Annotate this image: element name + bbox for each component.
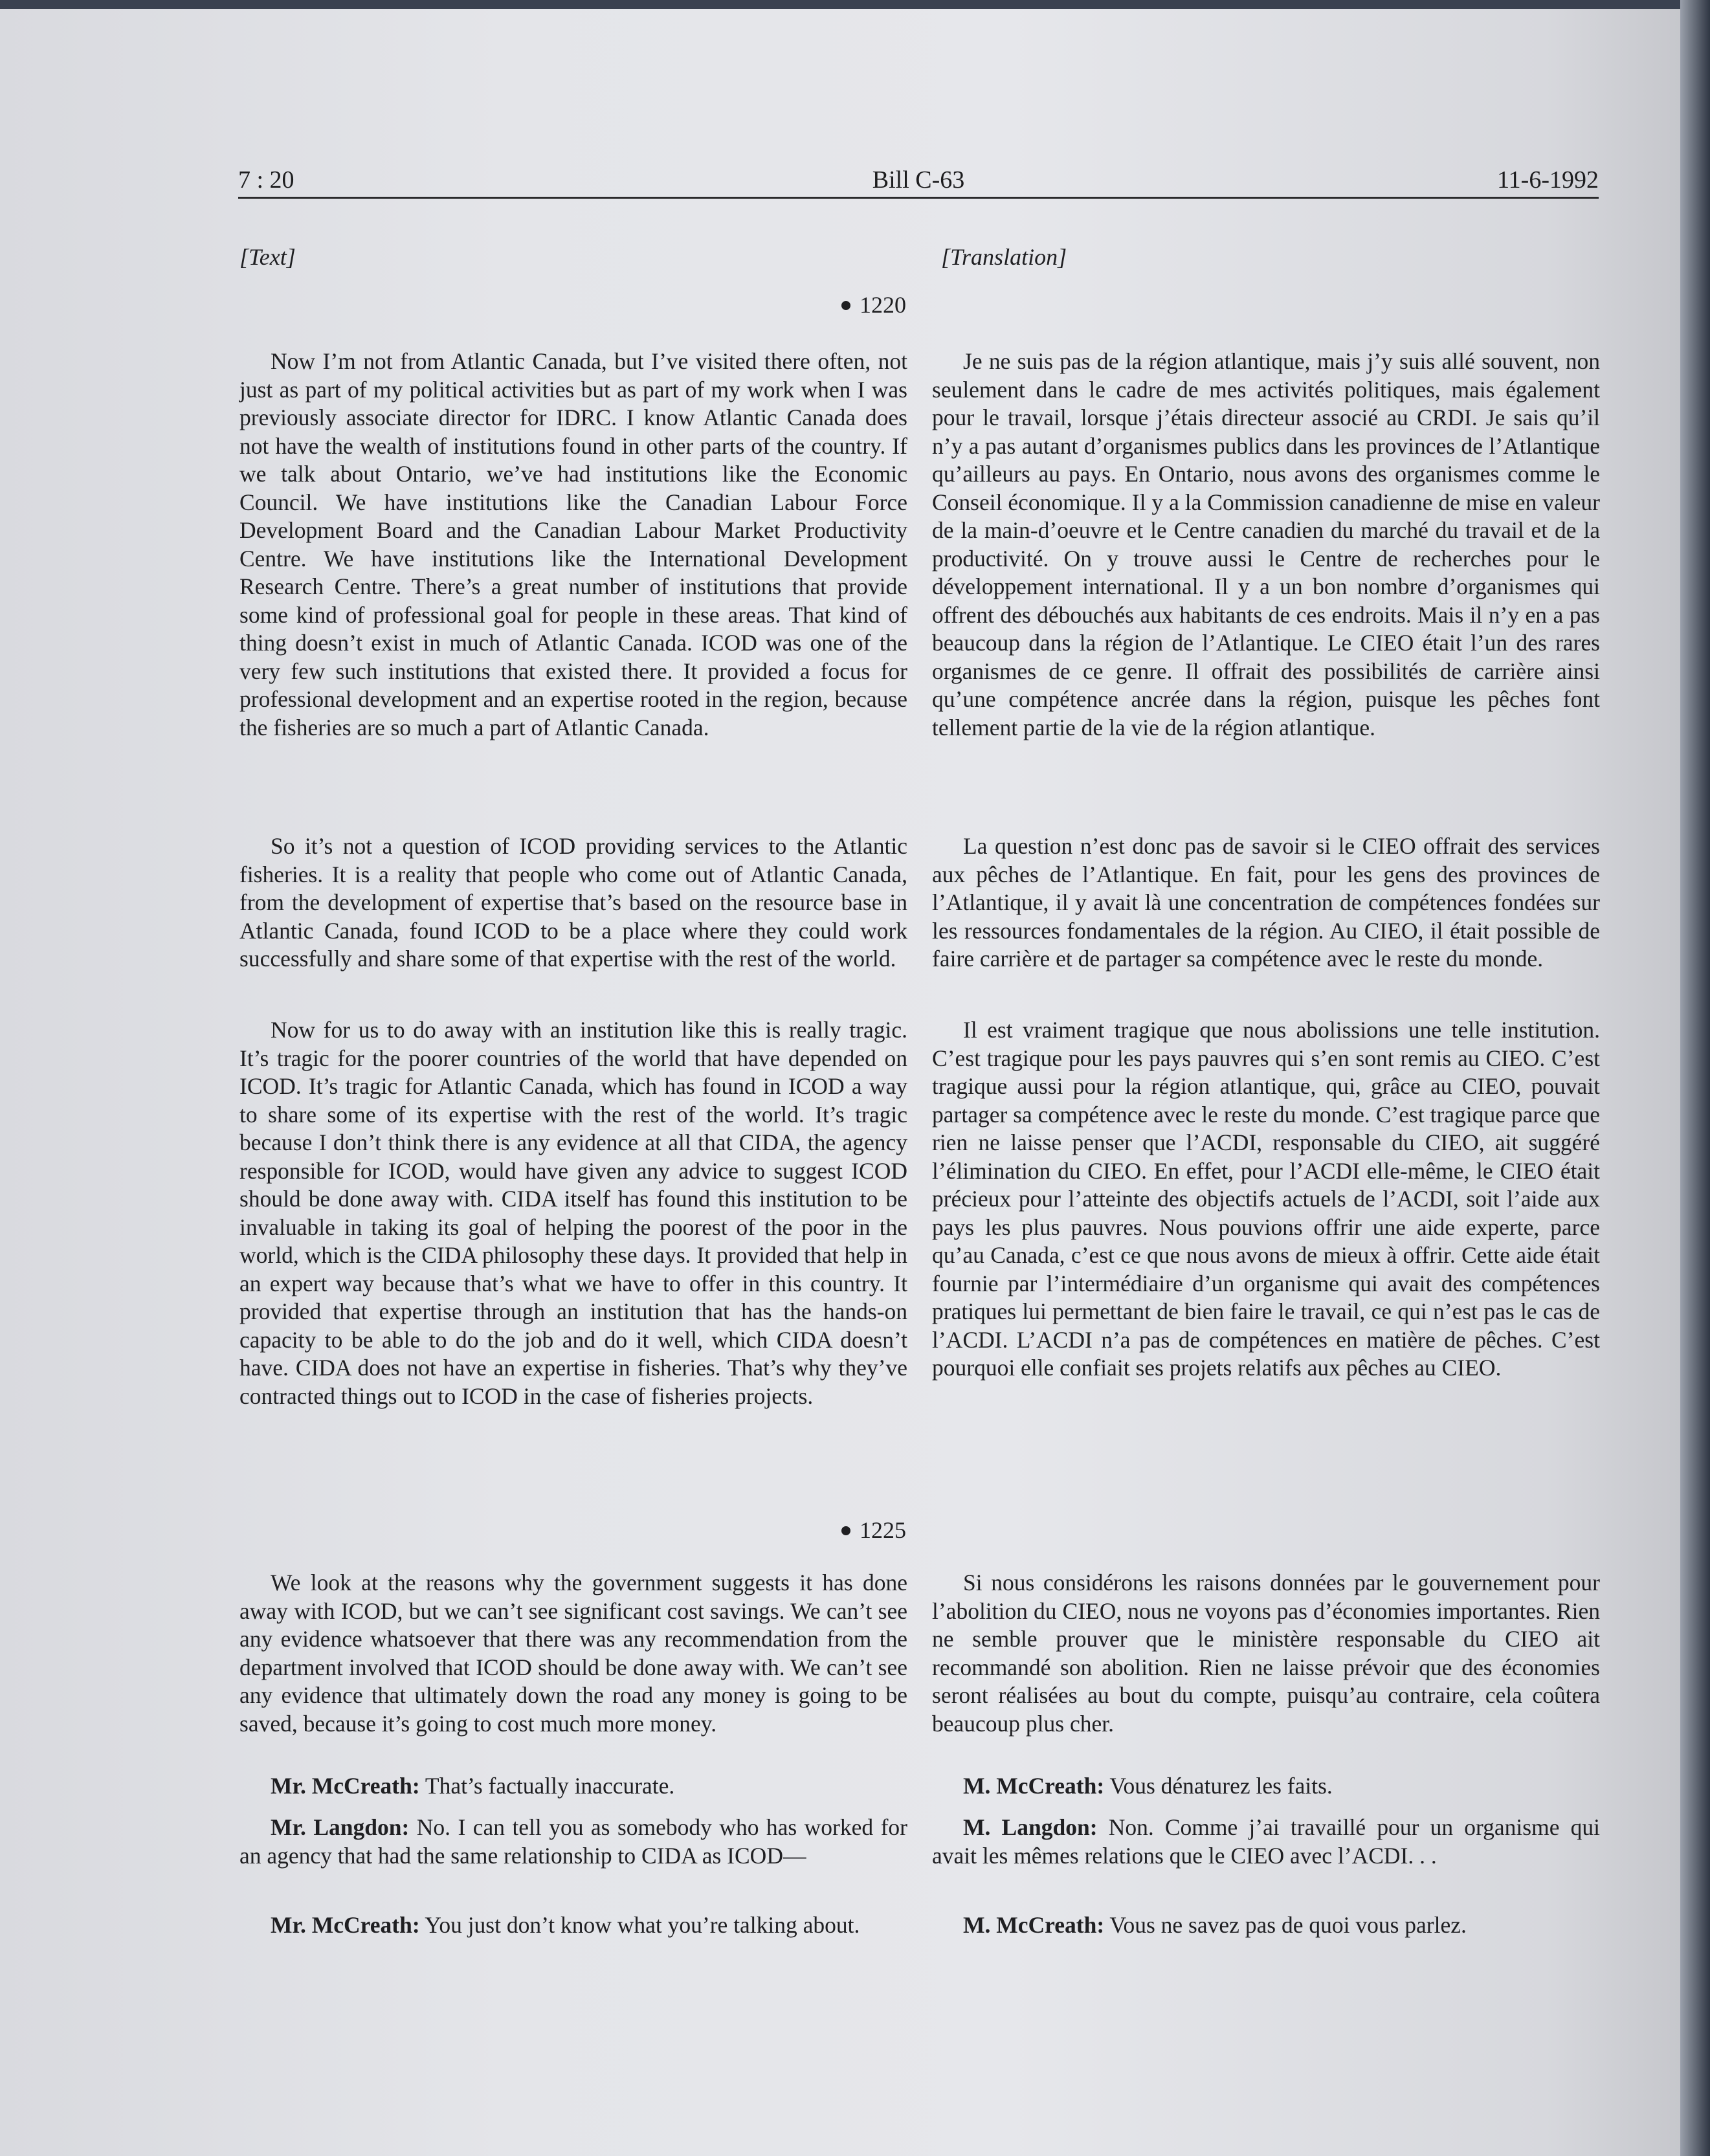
speaker-name: M. McCreath:	[963, 1912, 1105, 1938]
speech-text: Non. Comme j’ai travaillé pour un organisme qui avait les mêmes relations que le CIEO avec l’ACDI. . .	[932, 1814, 1600, 1869]
column-label-translation-value: Translation	[950, 244, 1058, 270]
paragraph-text: Il est vraiment tragique que nous abolissions une telle institution. C’est tragique pour les pays pauvres qui s’en sont remis au CIEO. C’est tragique aussi pour la région atlantique, qui, grâce au CIEO, pouvait partager sa compétence avec le reste du monde. C’est tragique parce que rien ne laisse penser que l’ACDI, responsable du CIEO, ait suggéré l’élimination du CIEO. En effet, pour l’ACDI elle-même, le CIEO était précieux pour l’atteinte des objectifs actuels de l’ACDI, soit l’aide aux pays les plus pauvres. Nous pouvions offrir une aide experte, parce qu’au Canada, c’est ce que nous avons de mieux à offrir. Cette aide était fournie par l’intermédiaire d’un organisme qui avait des compétences pratiques lui permettant de bien faire le travail, ce qui n’est pas le cas de l’ACDI. L’ACDI n’a pas de compétences en matière de pêches. C’est pourquoi elle confiait ses projets relatifs aux pêches au CIEO.	[932, 1017, 1600, 1381]
right-paragraph-1	[932, 348, 1600, 742]
document-page	[0, 9, 1680, 2156]
book-edge	[1680, 0, 1710, 2156]
left-exchange-3	[239, 1911, 907, 1940]
speaker-name: M. Langdon:	[963, 1814, 1098, 1840]
right-paragraph-2	[932, 832, 1600, 973]
column-label-translation: [Translation]	[941, 244, 1067, 270]
right-exchange-2	[932, 1814, 1600, 1870]
column-label-text: [Text]	[239, 244, 296, 270]
speech-text: Vous dénaturez les faits.	[1104, 1773, 1333, 1799]
time-marker-value: 1225	[860, 1517, 906, 1543]
time-marker-value: 1220	[860, 292, 906, 318]
paragraph-text: So it’s not a question of ICOD providing services to the Atlantic fisheries. It is a reality that people who come out of Atlantic Canada, from the development of expertise that’s based on the resource base in Atlantic Canada, found ICOD to be a place where they could work successfully and share some of that expertise with the rest of the world.	[239, 833, 907, 972]
speaker-name: Mr. McCreath:	[271, 1773, 420, 1799]
paragraph-text: We look at the reasons why the government suggests it has done away with ICOD, but we can’t see significant cost savings. We can’t see any evidence whatsoever that there was any recommendation from the department involved that ICOD should be done away with. We can’t see any evidence that ultimately down the road any money is going to be saved, because it’s going to cost much more money.	[239, 1570, 907, 1737]
header-rule	[238, 197, 1599, 199]
bullet-icon	[841, 1526, 850, 1535]
speech-text: Vous ne savez pas de quoi vous parlez.	[1104, 1912, 1467, 1938]
paragraph-text: Now for us to do away with an institution like this is really tragic. It’s tragic for the poorer countries of the world that have depended on ICOD. It’s tragic for Atlantic Canada, which has found in ICOD a way to share some of its expertise with the rest of the world. It’s tragic because I don’t think there is any evidence at all that CIDA, the agency responsible for ICOD, would have given any advice to suggest ICOD should be done away with. CIDA itself has found this institution to be invaluable in taking its goal of helping the poorest of the poor in the world, which is the CIDA philosophy these days. It provided that help in an expert way because that’s what we have to offer in this country. It provided that expertise through an institution that has the hands-on capacity to be able to do the job and do it well, which CIDA doesn’t have. CIDA does not have an expertise in fisheries. That’s why they’ve contracted things out to ICOD in the case of fisheries projects.	[239, 1017, 907, 1409]
right-exchange-1	[932, 1772, 1600, 1801]
left-paragraph-2	[239, 832, 907, 973]
column-label-text-value: Text	[249, 244, 287, 270]
speaker-name: M. McCreath:	[963, 1773, 1105, 1799]
left-paragraph-3	[239, 1016, 907, 1410]
paragraph-text: Si nous considérons les raisons données par le gouvernement pour l’abolition du CIEO, nous ne voyons pas d’économies importantes. Rien ne semble prouver que le ministère responsable du CIEO ait recommandé son abolition. Rien ne laisse prévoir que des économies seront réalisées au bout du compte, puisqu’au contraire, cela coûtera beaucoup plus cher.	[932, 1570, 1600, 1737]
speech-text: That’s factually inaccurate.	[419, 1773, 675, 1799]
document-title: Bill C-63	[872, 166, 965, 194]
right-paragraph-3	[932, 1016, 1600, 1383]
speech-text: You just don’t know what you’re talking about.	[419, 1912, 860, 1938]
document-date: 11-6-1992	[1497, 166, 1599, 194]
bullet-icon	[841, 301, 850, 310]
time-marker	[744, 1517, 906, 1544]
speaker-name: Mr. McCreath:	[271, 1912, 420, 1938]
left-paragraph-1	[239, 348, 907, 742]
speaker-name: Mr. Langdon:	[271, 1814, 410, 1840]
right-paragraph-4	[932, 1569, 1600, 1738]
page-reference: 7 : 20	[238, 166, 294, 194]
speech-text: No. I can tell you as somebody who has worked for an agency that had the same relationship to CIDA as ICOD—	[239, 1814, 907, 1869]
paragraph-text: Now I’m not from Atlantic Canada, but I’ve visited there often, not just as part of my political activities but as part of my work when I was previously associate director for IDRC. I know Atlantic Canada does not have the wealth of institutions found in other parts of the country. If we talk about Ontario, we’ve had institutions like the Economic Council. We have institutions like the Canadian Labour Force Development Board and the Canadian Labour Market Productivity Centre. We have institutions like the International Development Research Centre. There’s a great number of institutions that provide some kind of professional goal for people in these areas. That kind of thing doesn’t exist in much of Atlantic Canada. ICOD was one of the very few such institutions that existed there. It provided a focus for professional development and an expertise rooted in the region, because the fisheries are so much a part of Atlantic Canada.	[239, 348, 907, 740]
time-marker	[744, 291, 906, 318]
paragraph-text: Je ne suis pas de la région atlantique, mais j’y suis allé souvent, non seulement dans le cadre de mes activités politiques, mais également pour le travail, lorsque j’étais directeur associé au CRDI. Je sais qu’il n’y a pas autant d’organismes publics dans les provinces de l’Atlantique qu’ailleurs au pays. En Ontario, nous avons des organismes comme le Conseil économique. Il y a la Commission canadienne de mise en valeur de la main-d’oeuvre et le Centre canadien du marché du travail et de la productivité. On y trouve aussi le Centre de recherches pour le développement international. Il y a un bon nombre d’organismes qui offrent des débouchés aux habitants de ces endroits. Mais il n’y en a pas beaucoup dans la région de l’Atlantique. Le CIEO était l’un des rares organismes de ce genre. Il offrait des possibilités de carrière ainsi qu’une compétence ancrée dans la région, puisque les pêches font tellement partie de la vie de la région atlantique.	[932, 348, 1600, 740]
left-exchange-2	[239, 1814, 907, 1870]
running-header	[238, 166, 1599, 198]
paragraph-text: La question n’est donc pas de savoir si le CIEO offrait des services aux pêches de l’Atlantique. En fait, pour les gens des provinces de l’Atlantique, il y avait là une concentration de compétences fondées sur les ressources fondamentales de la région. Au CIEO, il était possible de faire carrière et de partager sa compétence avec le reste du monde.	[932, 833, 1600, 972]
left-paragraph-4	[239, 1569, 907, 1738]
right-exchange-3	[932, 1911, 1600, 1940]
left-exchange-1	[239, 1772, 907, 1801]
